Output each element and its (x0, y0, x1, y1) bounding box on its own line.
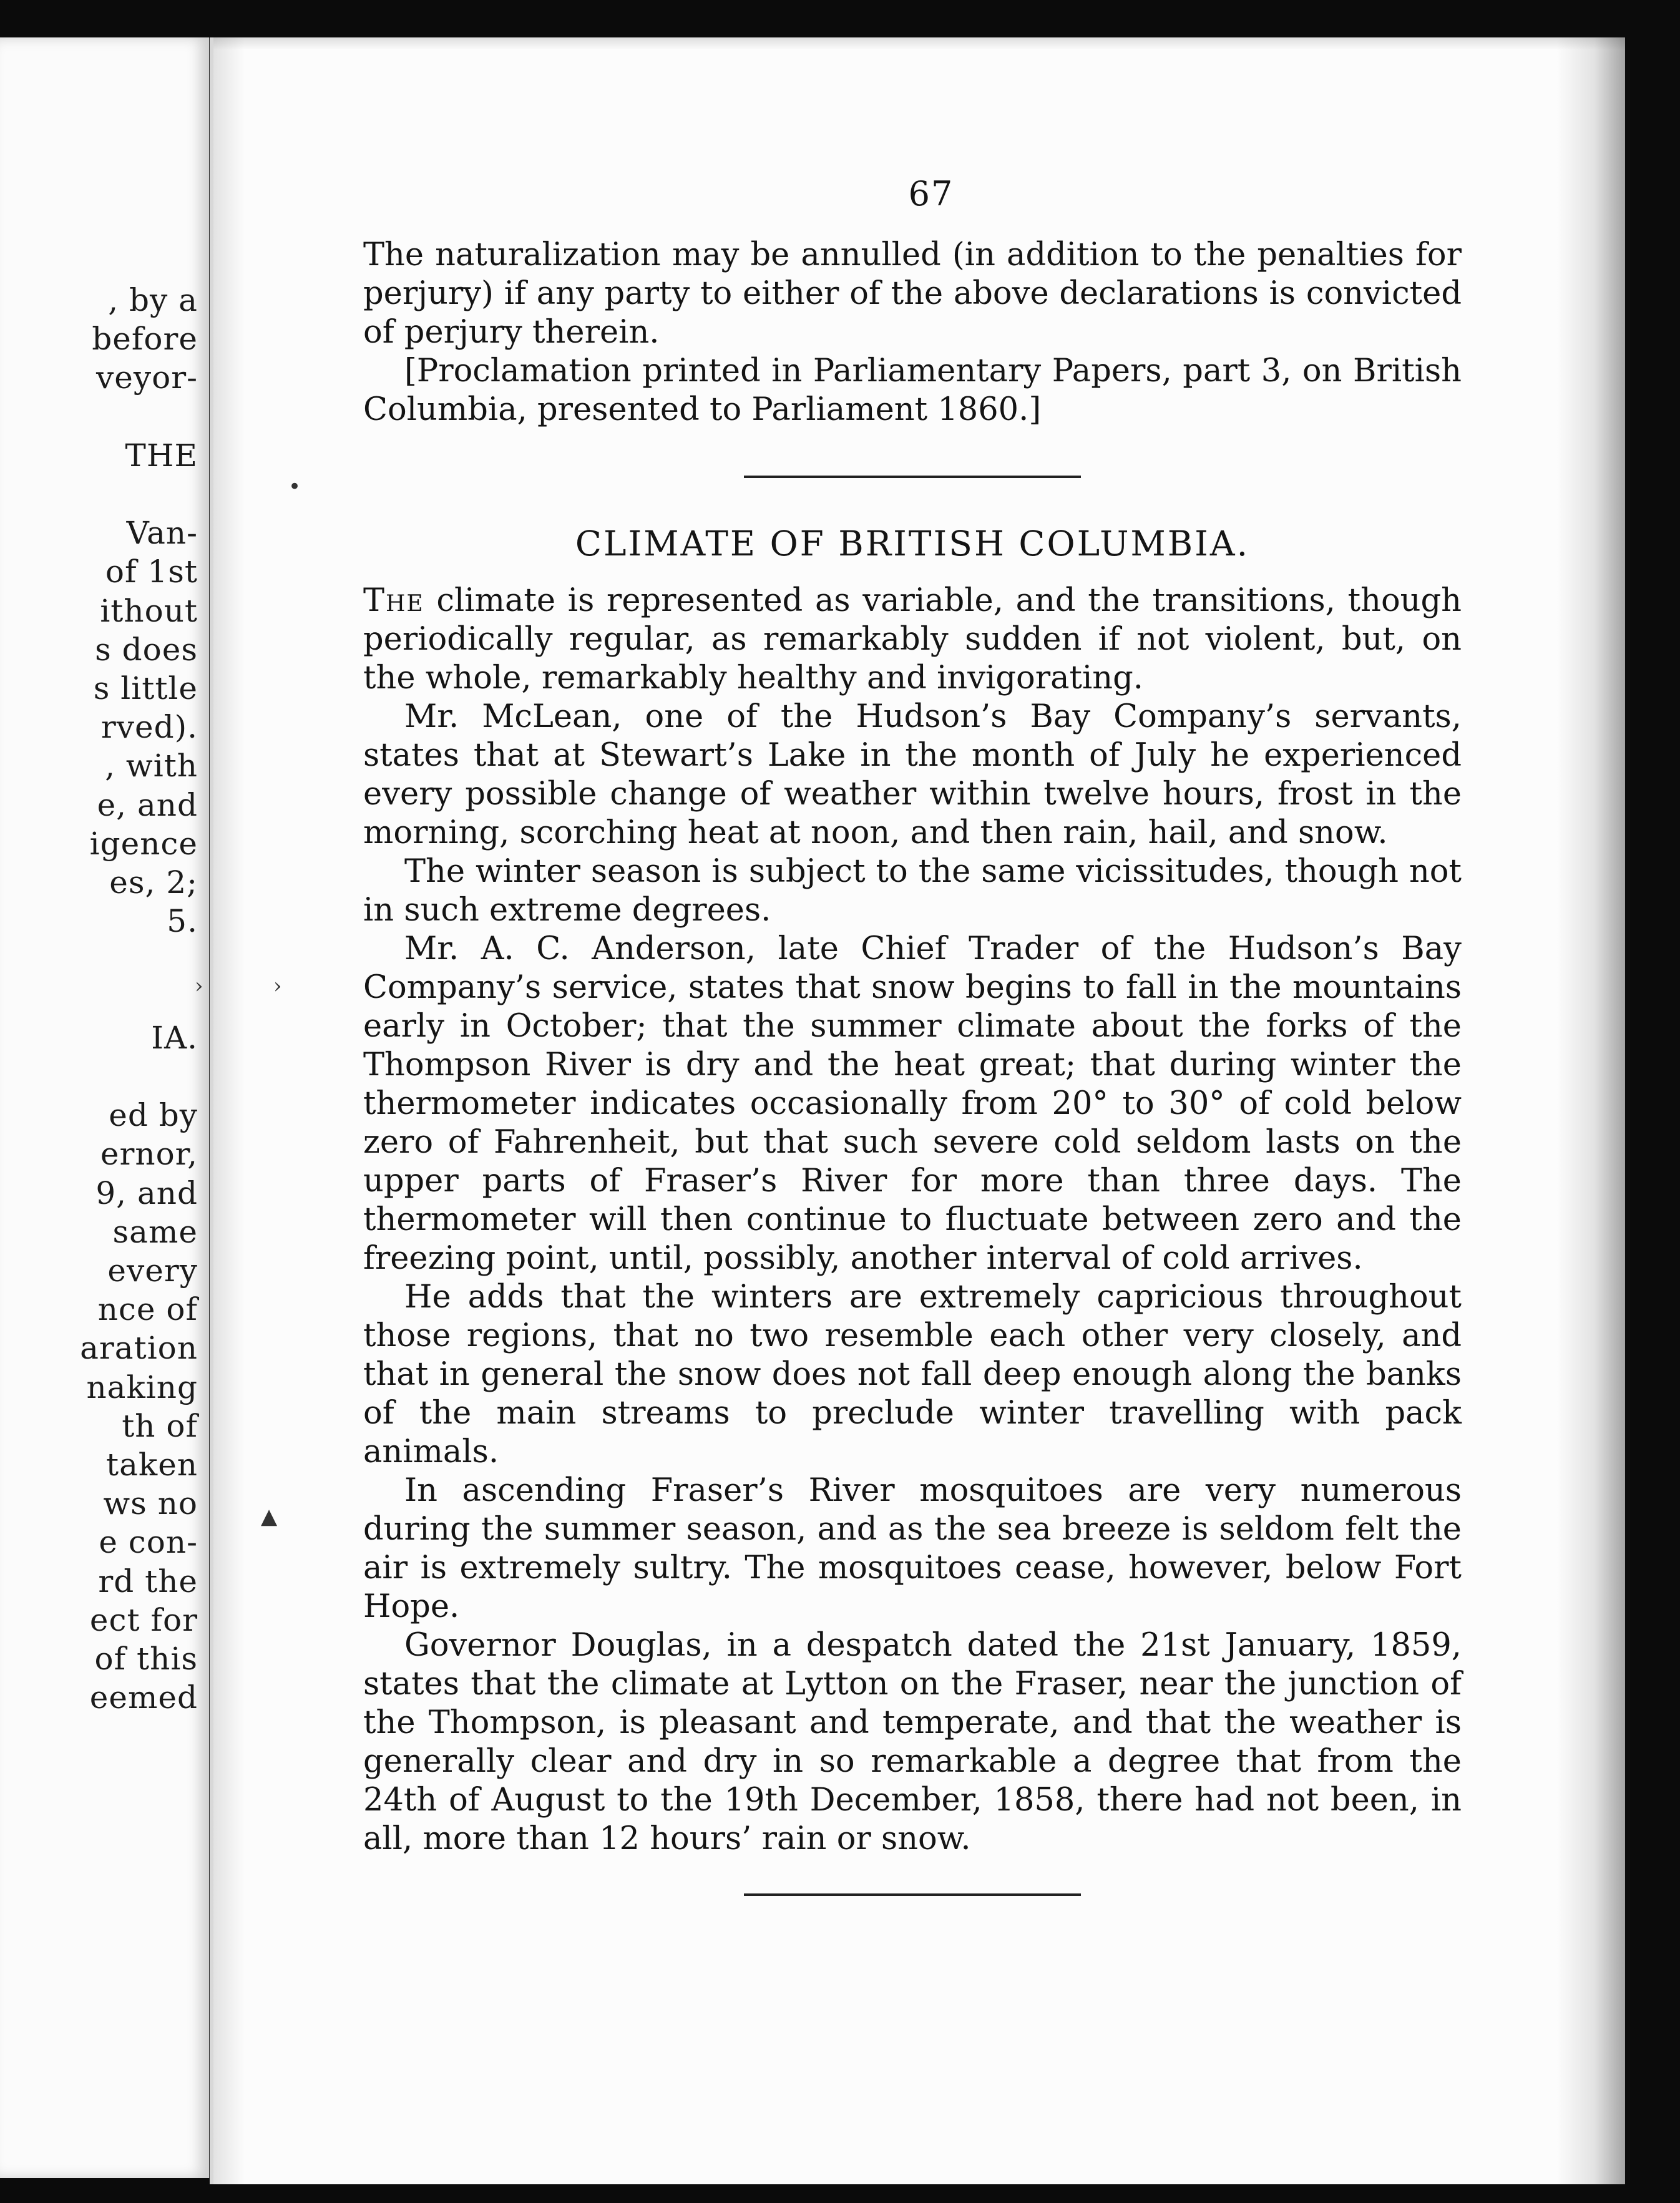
left-page-fragment: es, 2; (109, 864, 198, 901)
right-page (195, 37, 1625, 2184)
left-page-fragment: taken (106, 1447, 198, 1483)
body-paragraph: The winter season is subject to the same vicissitudes, though not in such extreme degrees. (363, 853, 1462, 929)
left-page-fragment: s little (93, 670, 198, 706)
left-page-fragment: THE (125, 437, 198, 474)
body-paragraph: He adds that the winters are extremely capricious throughout those regions, that no two resemble each other very closely, and that in general the snow does not fall deep enough along the banks of the main streams to preclude winter travelling with pack animals. (363, 1279, 1462, 1470)
body-paragraph: Governor Douglas, in a despatch dated the 21st January, 1859, states that the climate at Lytton on the Fraser, near the junction of the Thompson, is pleasant and temperate, and that the weather is generally clear and dry in so remarkable a degree that from the 24th of August to the 19th December, 1858, there had not been, in all, more than 12 hours’ rain or snow. (363, 1627, 1462, 1857)
margin-mark: › (195, 974, 203, 999)
left-page-fragment: ernor, (100, 1136, 198, 1173)
left-page-fragment: naking (86, 1369, 198, 1405)
opening-paragraph (363, 582, 1462, 698)
body-paragraph: Mr. A. C. Anderson, late Chief Trader of the Hudson’s Bay Company’s service, states that snow begins to fall in the mountains early in October; that the summer climate about the forks of the Thompson River is dry and the heat great; that during winter the thermometer indicates occasionally from 20° to 30° of cold below zero of Fahrenheit, but that such severe cold seldom lasts on the upper parts of Fraser’s River for more than three days. The thermometer will then continue to fluctuate between zero and the freezing point, until, possibly, another interval of cold arrives. (363, 931, 1462, 1277)
top-edge-shadow (213, 37, 1625, 50)
opening-paragraph-text: climate is represented as variable, and the transitions, though periodically regular, as remarkably sudden if not violent, but, on the whole, remarkably healthy and invigorating. (363, 582, 1462, 696)
naturalization-paragraph: The naturalization may be annulled (in addition to the penalties for perjury) if any party to either of the above declarations is convicted of perjury therein. (363, 237, 1462, 351)
left-page-fragment: same (112, 1213, 198, 1250)
section-rule (744, 476, 1081, 478)
page-number: 67 (908, 174, 954, 213)
left-page-fragment: IA. (151, 1019, 198, 1056)
margin-mark: › (273, 974, 282, 999)
left-page-fragment: igence (89, 825, 198, 862)
left-page-fragment: ect for (89, 1601, 198, 1638)
left-page-fragment: s does (95, 631, 198, 668)
closing-rule (744, 1893, 1081, 1896)
margin-mark: • (288, 474, 301, 499)
right-edge-shadow (1556, 37, 1625, 2184)
body-paragraph: In ascending Fraser’s River mosquitoes are very numerous during the summer season, and as the sea breeze is seldom felt the air is extremely sultry. The mosquitoes cease, however, below Fort Hope. (363, 1472, 1462, 1625)
left-page-fragment: e con- (99, 1524, 198, 1561)
page-content (363, 175, 1462, 1896)
left-page-fragment: veyor- (96, 359, 198, 396)
left-page-fragment: of 1st (105, 554, 198, 590)
left-page-fragment: th of (122, 1407, 198, 1444)
left-page-fragment: ed by (109, 1097, 198, 1134)
left-page-fragment: 9, and (95, 1175, 198, 1211)
left-page-fragment: rved). (100, 709, 198, 746)
left-page-fragment: of this (94, 1641, 198, 1677)
left-page-fragment: rd the (98, 1563, 198, 1600)
left-facing-page (0, 37, 215, 2178)
gutter-shadow (213, 37, 245, 2184)
left-page-fragment: every (107, 1253, 198, 1289)
first-word: The (363, 582, 424, 619)
section-title: CLIMATE OF BRITISH COLUMBIA. (575, 524, 1250, 564)
left-page-fragment: eemed (89, 1679, 198, 1716)
body-paragraph: Mr. McLean, one of the Hudson’s Bay Company’s servants, states that at Stewart’s Lake in the month of July he experienced every possible change of weather within twelve hours, frost in the morning, scorching heat at noon, and then rain, hail, and snow. (363, 698, 1462, 851)
left-page-fragment: before (92, 321, 198, 358)
proclamation-note: [Proclamation printed in Parliamentary Papers, part 3, on British Columbia, presented to Parliament 1860.] (363, 353, 1462, 428)
margin-mark: ▲ (261, 1504, 278, 1529)
left-page-fragment: 5. (167, 903, 198, 940)
left-page-text-fragments (0, 37, 209, 2178)
left-page-fragment: ithout (100, 592, 198, 629)
left-page-fragment: e, and (97, 786, 198, 823)
left-page-fragment: , with (105, 748, 198, 784)
left-page-fragment: aration (80, 1330, 198, 1367)
left-page-fragment: Van- (126, 515, 198, 552)
left-page-fragment: nce of (97, 1291, 198, 1328)
left-page-fragment: ws no (103, 1485, 198, 1522)
left-page-fragment: , by a (108, 282, 198, 318)
